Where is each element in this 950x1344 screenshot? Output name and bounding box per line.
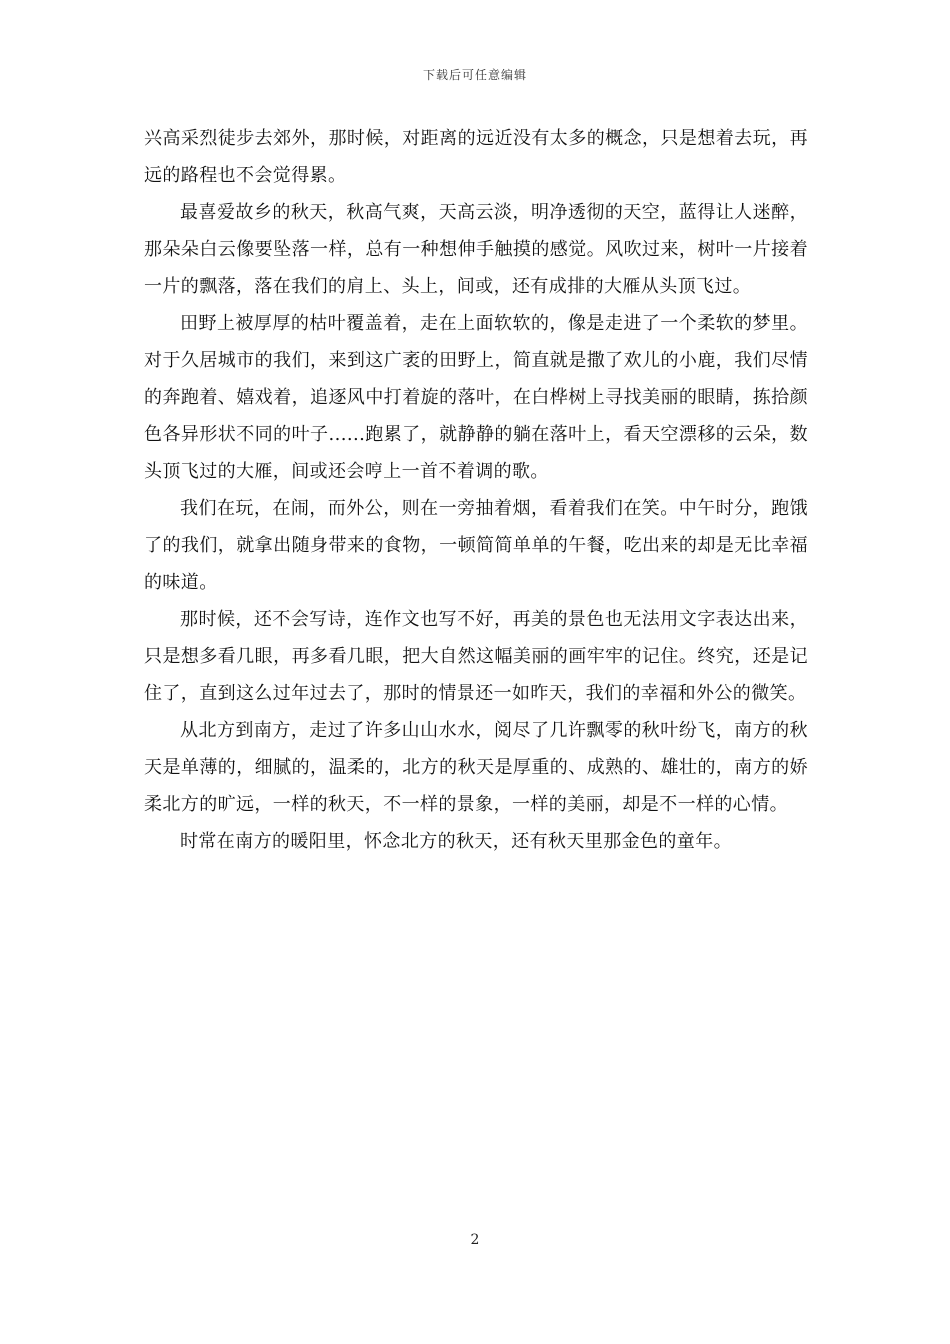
paragraph-closing: 时常在南方的暖阳里，怀念北方的秋天，还有秋天里那金色的童年。 — [180, 831, 732, 852]
paragraph-continuation: 兴高采烈徒步去郊外，那时候，对距离的远近没有太多的概念，只是想着去玩，再远的路程也不会觉得累。 — [144, 128, 808, 186]
paragraph: 最喜爱故乡的秋天，秋高气爽，天高云淡，明净透彻的天空，蓝得让人迷醉，那朵朵白云像要坠落一样，总有一种想伸手触摸的感觉。风吹过来，树叶一片接着一片的飘落，落在我们的肩上、头上，间或，还有成排的大雁从头顶飞过。 — [144, 202, 808, 297]
page-header: 下载后可任意编辑 — [422, 68, 527, 82]
paragraph: 从北方到南方，走过了许多山山水水，阅尽了几许飘零的秋叶纷飞，南方的秋天是单薄的，细腻的，温柔的，北方的秋天是厚重的、成熟的、雄壮的，南方的娇柔北方的旷远，一样的秋天，不一样的景象，一样的美丽，却是不一样的心情。 — [144, 720, 808, 815]
paragraph: 田野上被厚厚的枯叶覆盖着，走在上面软软的，像是走进了一个柔软的梦里。对于久居城市的我们，来到这广袤的田野上，简直就是撒了欢儿的小鹿，我们尽情的奔跑着、嬉戏着，追逐风中打着旋的落叶，在白桦树上寻找美丽的眼睛，拣拾颜色各异形状不同的叶子......跑累了，就静静的躺在落叶上，看天空漂移的云朵，数头顶飞过的大雁，间或还会哼上一首不着调的歌。 — [144, 313, 808, 482]
paragraph: 那时候，还不会写诗，连作文也写不好，再美的景色也无法用文字表达出来，只是想多看几眼，再多看几眼，把大自然这幅美丽的画牢牢的记住。终究，还是记住了，直到这么过年过去了，那时的情景还一如昨天，我们的幸福和外公的微笑。 — [144, 609, 808, 704]
paragraph: 我们在玩，在闹，而外公，则在一旁抽着烟，看着我们在笑。中午时分，跑饿了的我们，就拿出随身带来的食物，一顿简简单单的午餐，吃出来的却是无比幸福的味道。 — [144, 498, 808, 593]
document-body — [144, 120, 808, 860]
page-number: 2 — [470, 1232, 480, 1248]
